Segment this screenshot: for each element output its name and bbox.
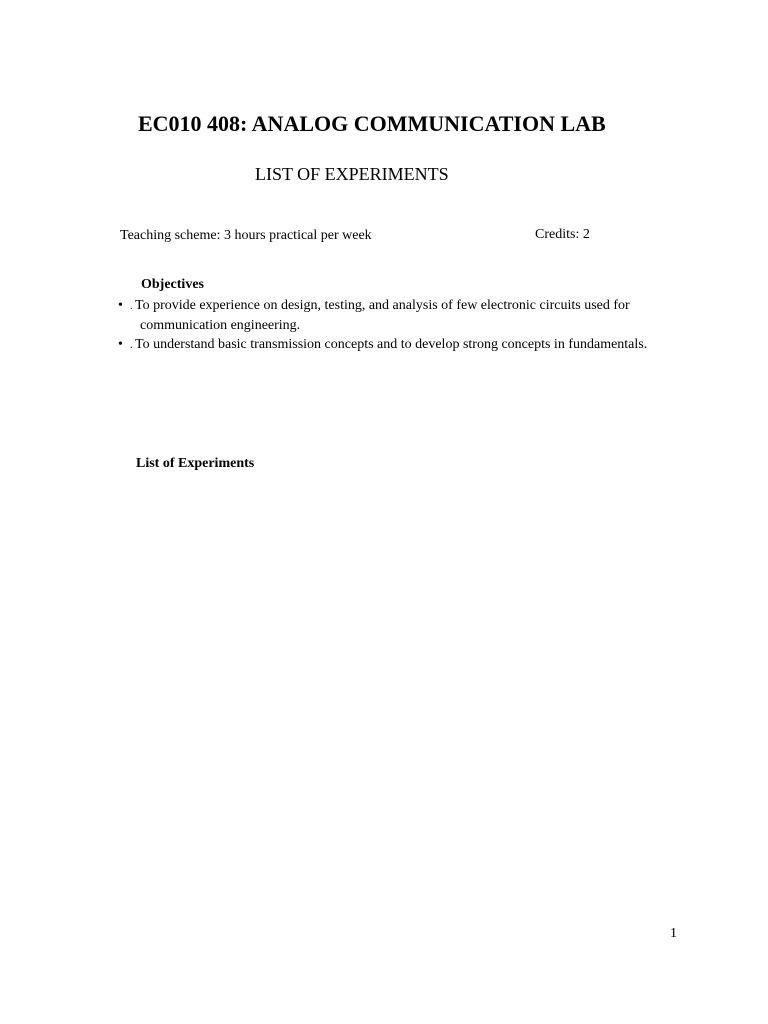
- bullet-icon: •: [118, 298, 123, 313]
- list-of-experiments-heading: List of Experiments: [136, 456, 255, 471]
- objectives-heading: Objectives: [141, 277, 204, 292]
- objective-item: [118, 335, 708, 355]
- teaching-scheme: Teaching scheme: 3 hours practical per week: [120, 228, 372, 243]
- page-title: EC010 408: ANALOG COMMUNICATION LAB: [138, 111, 606, 136]
- page-number: 1: [670, 926, 677, 941]
- objective-text: . To understand basic transmission concepts and to develop strong concepts in fundamentals.: [130, 335, 708, 355]
- objective-item: [118, 296, 708, 335]
- bullet-icon: •: [118, 337, 123, 352]
- page-subtitle: LIST OF EXPERIMENTS: [255, 164, 449, 184]
- credits: Credits: 2: [535, 227, 590, 242]
- objective-text: . To provide experience on design, testing, and analysis of few electronic circuits used for communication engineering.: [130, 296, 708, 335]
